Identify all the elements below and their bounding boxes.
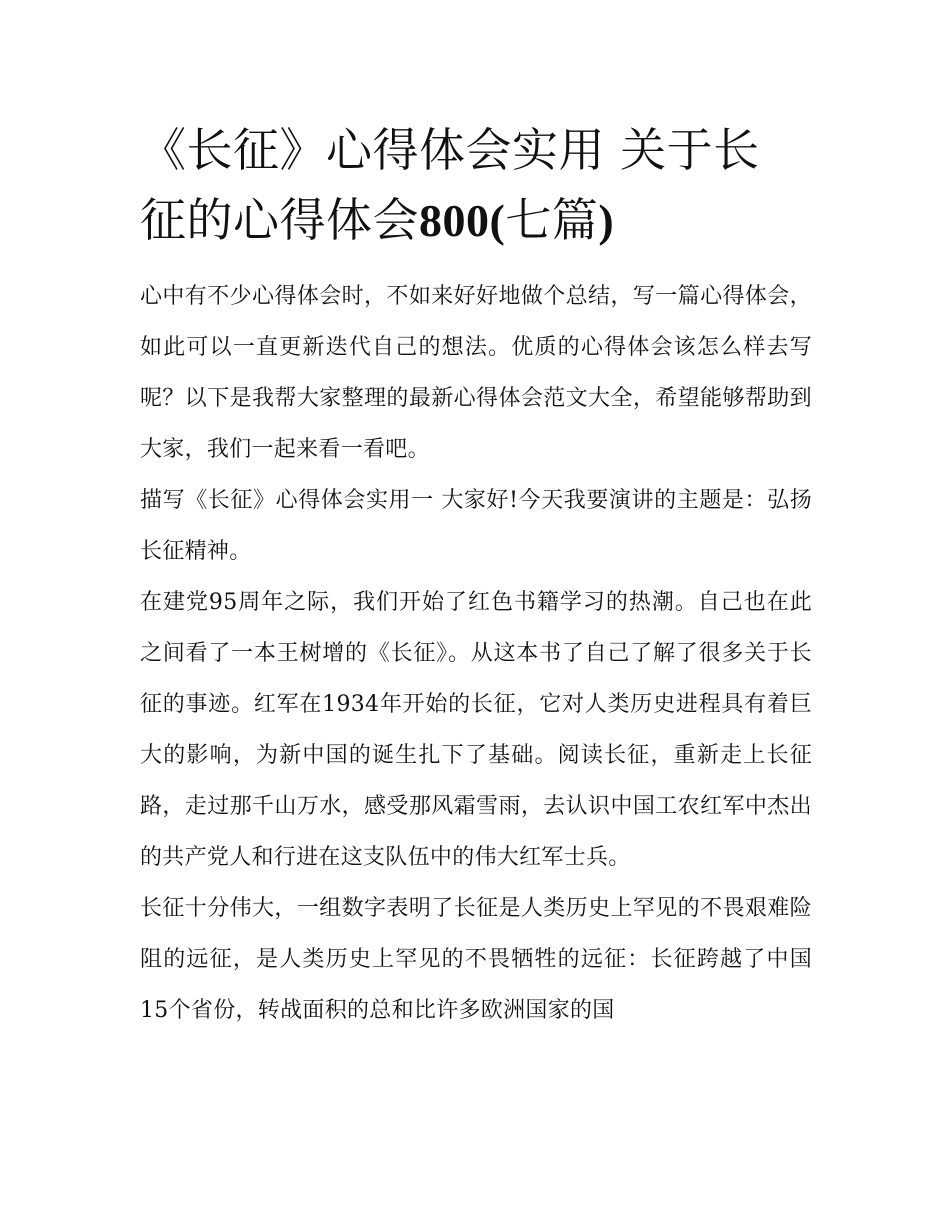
paragraph-long-march-greatness: 长征十分伟大，一组数字表明了长征是人类历史上罕见的不畏艰难险阻的远征，是人类历史上罕见的不畏牺牲的远征：长征跨越了中国15个省份，转战面积的总和比许多欧洲国家的国 <box>140 896 812 1023</box>
document-title <box>140 115 812 256</box>
paragraph-intro: 心中有不少心得体会时，不如来好好地做个总结，写一篇心得体会，如此可以一直更新迭代自己的想法。优质的心得体会该怎么样去写呢？以下是我帮大家整理的最新心得体会范文大全，希望能够帮助到大家，我们一起来看一看吧。 <box>140 284 812 462</box>
title-line-2: 征的心得体会800(七篇) <box>140 193 615 247</box>
paragraph-reading-book: 在建党95周年之际，我们开始了红色书籍学习的热潮。自己也在此之间看了一本王树增的《长征》。从这本书了自己了解了很多关于长征的事迹。红军在1934年开始的长征，它对人类历史进程具有着巨大的影响，为新中国的诞生扎下了基础。阅读长征，重新走上长征路，走过那千山万水，感受那风霜雪雨，去认识中国工农红军中杰出的共产党人和行进在这支队伍中的伟大红军士兵。 <box>140 590 812 870</box>
paragraph-speech-opening: 描写《长征》心得体会实用一 大家好!今天我要演讲的主题是：弘扬长征精神。 <box>140 488 812 564</box>
title-line-1: 《长征》心得体会实用 关于长 <box>140 123 760 177</box>
document-page <box>140 115 812 1036</box>
